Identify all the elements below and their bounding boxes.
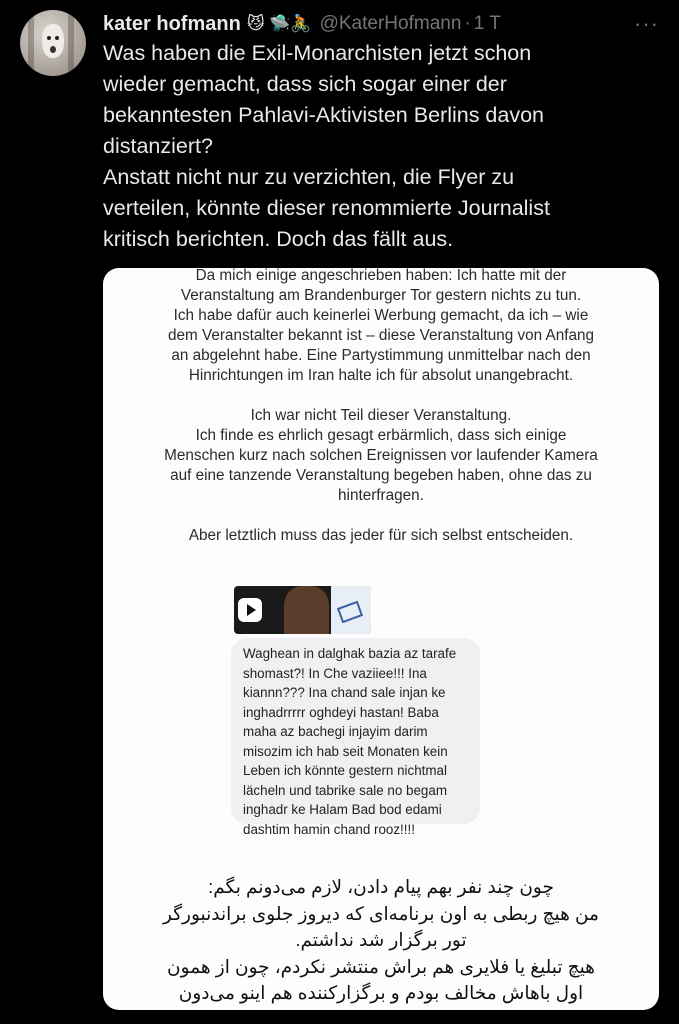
farsi-line: هیچ تبلیغ یا فلایری هم براش منتشر نکردم، چون از همون اول باهاش مخالف بودم و برگزارکننده هم اینو می‌دون — [167, 955, 595, 1003]
farsi-text — [103, 874, 659, 1007]
separator-dot: · — [464, 13, 471, 34]
farsi-line: چون چند نفر بهم پیام دادن، لازم می‌دونم بگم: — [208, 876, 554, 897]
more-options-icon[interactable]: ··· — [634, 11, 659, 36]
tweet-text — [103, 38, 663, 255]
message-text: Waghean in dalghak bazia az tarafe shomast?! In Che vaziiee!!! Ina kiannn??? Ina chand sale injan ke inghadrrrrr oghdeyi hastan! Baba maha az bachegi injayim darim misozim ich hab seit Monaten kein Leben ich könnte gestern nichtmal lächeln und tabrike sale no begam inghadr ke Halam Bad bod edami dashtim hamin chand rooz!!!! — [243, 646, 457, 837]
avatar[interactable] — [20, 10, 86, 76]
tweet-paragraph: Was haben die Exil-Monarchisten jetzt schon wieder gemacht, dass sich sogar einer der bekanntesten Pahlavi-Aktivisten Berlins davon distanziert? — [103, 41, 545, 158]
statement-paragraph: Ich war nicht Teil dieser Veranstaltung. Ich finde es ehrlich gesagt erbärmlich, dass sich einige Menschen kurz nach solchen Ereignissen vor laufender Kamera auf eine tanzende Veranstaltung begeben haben, ohne das zu hinterfragen. — [164, 407, 598, 504]
ghost-face-icon — [42, 24, 64, 58]
media-image[interactable] — [103, 268, 659, 1010]
user-handle[interactable]: @KaterHofmann — [319, 13, 462, 34]
video-thumbnail — [234, 586, 371, 634]
statement-paragraph: Aber letztlich muss das jeder für sich selbst entscheiden. — [188, 527, 574, 544]
farsi-line: من هیچ ربطی به اون برنامه‌ای که دیروز جلوی براندنبورگر تور برگزار شد نداشتم. — [163, 902, 599, 950]
message-bubble — [231, 638, 480, 837]
display-name[interactable]: kater hofmann — [103, 12, 241, 35]
statement-text — [103, 268, 659, 566]
timestamp[interactable]: 1 T — [473, 13, 501, 34]
name-emojis: 😼 🛸🚴 — [246, 14, 312, 33]
tweet-header — [103, 10, 659, 38]
tweet-paragraph: Anstatt nicht nur zu verzichten, die Flyer zu verteilen, könnte dieser renommierte Journalist kritisch berichten. Doch das fällt aus. — [103, 165, 550, 251]
play-icon — [238, 598, 262, 622]
statement-paragraph: Da mich einige angeschrieben haben: Ich hatte mit der Veranstaltung am Brandenburger Tor gestern nichts zu tun. Ich habe dafür auch keinerlei Werbung gemacht, da ich – wie dem Veranstalter bekannt ist – diese Veranstaltung von Anfang an abgelehnt habe. Eine Partystimmung unmittelbar nach den Hinrichtungen im Iran halte ich für absolut unangebracht. — [167, 268, 595, 384]
